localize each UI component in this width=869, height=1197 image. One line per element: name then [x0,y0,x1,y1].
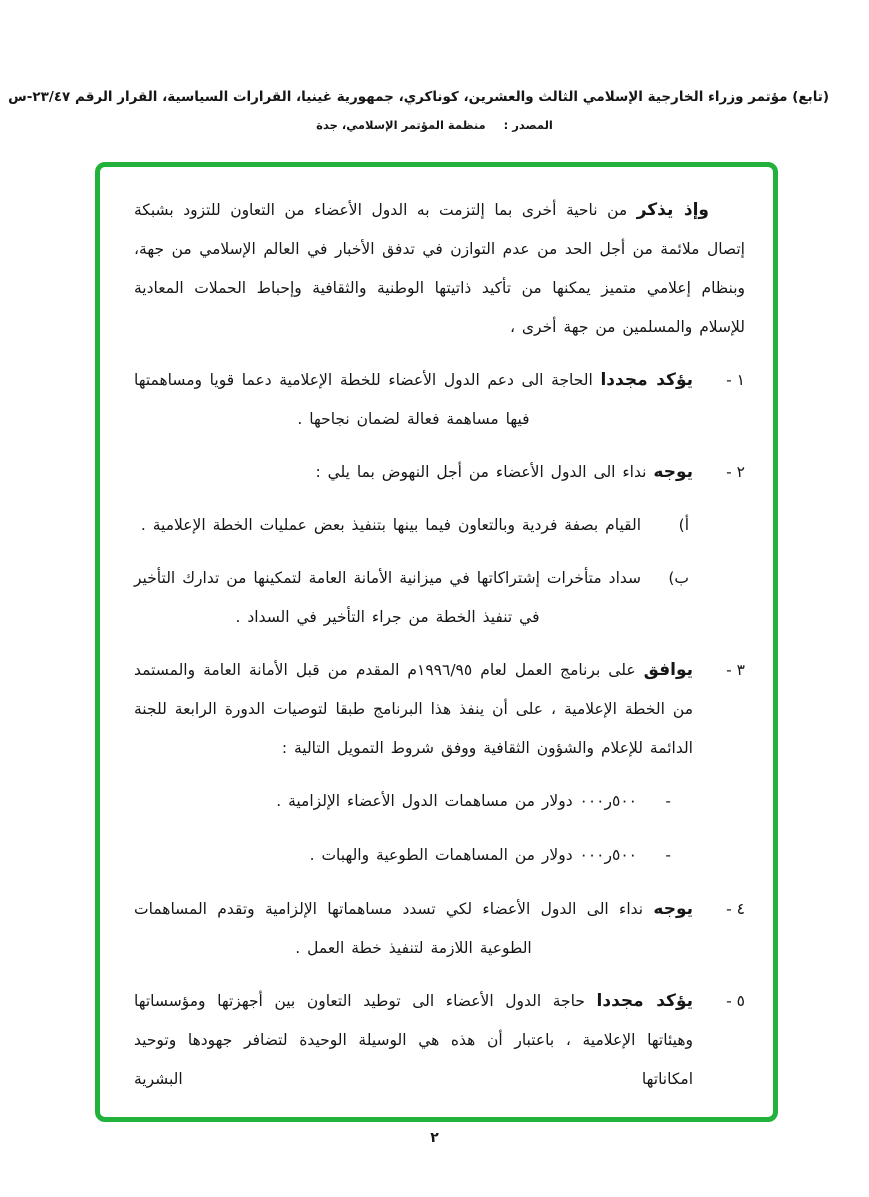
resolution-item-3 [134,651,745,768]
item-text: نداء الى الدول الأعضاء من أجل النهوض بما يلي : [315,463,647,481]
source-label: المصدر : [503,118,553,132]
item-paragraph [134,982,693,1099]
bullet-dash: - [665,846,671,864]
resolution-body [100,167,773,1117]
item-lead: يوجه [653,462,693,482]
document-source-line [0,118,869,132]
funding-bullet-2 [134,836,671,875]
subitem-marker: أ) [678,516,689,534]
subitem-a [134,506,689,545]
resolution-item-5 [134,982,745,1099]
item-text: على برنامج العمل لعام ١٩٩٦/٩٥م المقدم من قبل الأمانة العامة والمستمد من الخطة الإعلامية ، على أن ينفذ هذا البرنامج طبقا لتوصيات الدورة الرابعة للجنة الدائمة للإعلام والشؤون الثقافية ووفق شروط التمويل التالية : [134,661,693,757]
item-lead: يوافق [643,660,693,680]
bullet-dash: - [665,792,671,810]
item-lead: يؤكد مجددا [600,370,693,390]
subitem-b [134,559,689,637]
item-text: حاجة الدول الأعضاء الى توطيد التعاون بين أجهزتها ومؤسساتها وهيئاتها الإعلامية ، باعتبار أن هذه هي الوسيلة الوحيدة لتضافر جهودها وتوحيد امكاناتها البشرية [134,992,693,1088]
document-header-line: (تابع) مؤتمر وزراء الخارجية الإسلامي الثالث والعشرين، كوناكري، جمهورية غينيا، القرارات السياسية، القرار الرقم ٢٣/٤٧-س [8,89,829,105]
item-paragraph [134,361,693,439]
source-value: منظمة المؤتمر الإسلامي، جدة [316,118,486,132]
item-number: ٥ - [726,992,745,1010]
item-paragraph [134,453,693,492]
item-paragraph [134,890,693,968]
item-number: ٢ - [726,463,745,481]
item-text: الحاجة الى دعم الدول الأعضاء للخطة الإعلامية دعما قويا ومساهمتها فيها مساهمة فعالة لضمان نجاحها . [134,371,593,428]
subitem-marker: ب) [668,569,689,587]
resolution-item-4 [134,890,745,968]
subitem-text: القيام بصفة فردية وبالتعاون فيما بينها بتنفيذ بعض عمليات الخطة الإعلامية . [140,516,641,534]
item-number: ٤ - [726,900,745,918]
highlight-box [95,162,778,1122]
preamble-text: من ناحية أخرى بما إلتزمت به الدول الأعضاء من التعاون للتزود بشبكة إتصال ملائمة من أجل الحد من عدم التوازن في تدفق الأخبار في العالم الإسلامي من جهة، وبنظام إعلامي متميز يمكنها من تأكيد ذاتيتها الوطنية والثقافية وإحباط الحملات المعادية للإسلام والمسلمين من جهة أخرى ، [134,201,745,336]
page-number: ٢ [430,1130,439,1146]
item-number: ١ - [726,371,745,389]
item-number: ٣ - [726,661,745,679]
resolution-item-1 [134,361,745,439]
bullet-text: ٥٠٠ر٠٠٠ دولار من مساهمات الدول الأعضاء الإلزامية . [276,792,637,810]
preamble-lead: وإذ يذكر [636,200,709,220]
funding-bullet-1 [134,782,671,821]
resolution-item-2 [134,453,745,492]
preamble-paragraph [134,191,745,347]
item-paragraph [134,651,693,768]
subitem-text: سداد متأخرات إشتراكاتها في ميزانية الأمانة العامة لتمكينها من تدارك التأخير في تنفيذ الخطة من جراء التأخير في السداد . [134,569,641,626]
item-lead: يوجه [653,899,694,919]
bullet-text: ٥٠٠ر٠٠٠ دولار من المساهمات الطوعية والهبات . [309,846,637,864]
item-text: نداء الى الدول الأعضاء لكي تسدد مساهماتها الإلزامية وتقدم المساهمات الطوعية اللازمة لتنفيذ خطة العمل . [134,900,644,957]
item-lead: يؤكد مجددا [596,991,693,1011]
